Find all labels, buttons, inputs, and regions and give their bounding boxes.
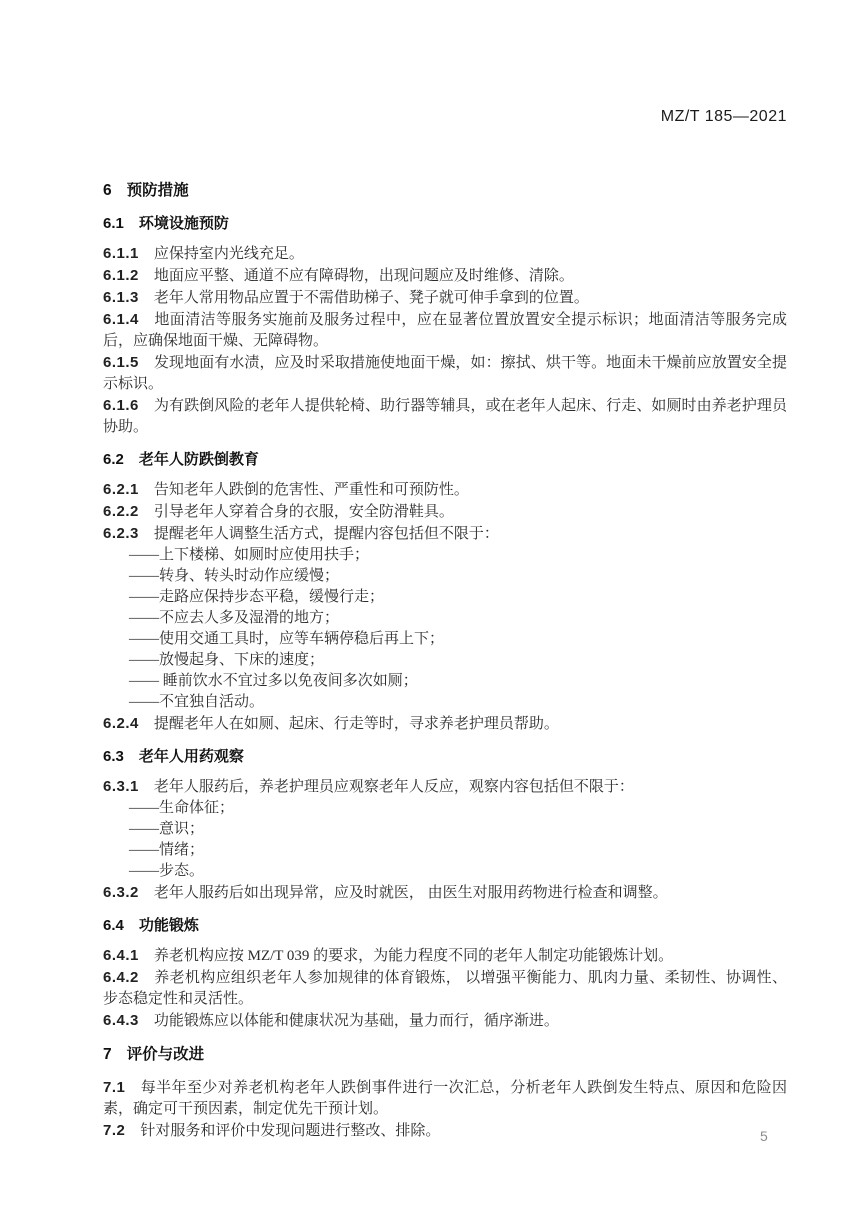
clause-number: 6.3 <box>103 748 124 765</box>
clause-text: 评价与改进 <box>126 1046 205 1063</box>
clause-text: 引导老年人穿着合身的衣服，安全防滑鞋具。 <box>153 504 454 520</box>
clause-number: 6.1.6 <box>103 397 139 414</box>
clause-number: 6.1.1 <box>103 245 139 262</box>
dash-item-text: —— 睡前饮水不宜过多以免夜间多次如厕； <box>129 673 418 689</box>
dash-list-item <box>103 608 787 629</box>
clause-number: 6.2 <box>103 451 124 468</box>
clause-text: 应保持室内光线充足。 <box>153 246 304 262</box>
dash-item-text: ——情绪； <box>129 842 205 858</box>
dash-list-item <box>103 566 787 587</box>
dash-list-item <box>103 545 787 566</box>
dash-item-text: ——转身、转头时动作应缓慢； <box>129 568 340 584</box>
clause-paragraph <box>103 882 787 904</box>
clause-number: 6.3.1 <box>103 778 139 795</box>
subsection-heading <box>103 746 787 767</box>
clause-paragraph <box>103 265 787 287</box>
clause-text: 功能锻炼应以体能和健康状况为基础，量力而行，循序渐进。 <box>153 1013 559 1029</box>
clause-text: 提醒老年人在如厕、起床、行走等时，寻求养老护理员帮助。 <box>153 716 559 732</box>
clause-paragraph <box>103 309 787 352</box>
dash-item-text: ——放慢起身、下床的速度； <box>129 652 325 668</box>
dash-list-item <box>103 819 787 840</box>
dash-item-text: ——使用交通工具时，应等车辆停稳后再上下； <box>129 631 445 647</box>
clause-number: 6 <box>103 182 112 199</box>
dash-item-text: ——意识； <box>129 821 205 837</box>
clause-number: 6.1.5 <box>103 354 139 371</box>
clause-number: 6.4.1 <box>103 947 139 964</box>
dash-item-text: ——生命体征； <box>129 800 235 816</box>
clause-paragraph <box>103 395 787 438</box>
subsection-heading <box>103 213 787 234</box>
clause-paragraph <box>103 287 787 309</box>
clause-text: 老年人防跌倒教育 <box>138 451 259 468</box>
clause-number: 6.4.3 <box>103 1012 139 1029</box>
clause-paragraph <box>103 243 787 265</box>
section-heading <box>103 1044 787 1065</box>
clause-text: 告知老年人跌倒的危害性、严重性和可预防性。 <box>153 482 469 498</box>
clause-number: 6.4.2 <box>103 969 139 986</box>
clause-number: 7 <box>103 1046 112 1063</box>
dash-item-text: ——不应去人多及湿滑的地方； <box>129 610 340 626</box>
dash-item-text: ——不宜独自活动。 <box>129 694 265 710</box>
clause-number: 7.1 <box>103 1079 126 1096</box>
clause-text: 老年人服药后，养老护理员应观察老年人反应，观察内容包括但不限于： <box>153 779 634 795</box>
clause-text: 功能锻炼 <box>138 917 199 934</box>
clause-number: 6.3.2 <box>103 884 139 901</box>
dash-list-item <box>103 671 787 692</box>
document-header <box>661 108 787 126</box>
clause-text: 地面应平整、通道不应有障碍物，出现问题应及时维修、清除。 <box>153 268 574 284</box>
clause-text: 环境设施预防 <box>138 215 229 232</box>
dash-list-item <box>103 840 787 861</box>
clause-number: 6.4 <box>103 917 124 934</box>
document-body <box>103 168 787 1142</box>
dash-item-text: ——走路应保持步态平稳，缓慢行走； <box>129 589 385 605</box>
clause-text: 老年人常用物品应置于不需借助梯子、凳子就可伸手拿到的位置。 <box>153 290 589 306</box>
dash-item-text: ——步态。 <box>129 863 205 879</box>
clause-paragraph <box>103 1120 787 1142</box>
clause-text: 老年人服药后如出现异常，应及时就医， 由医生对服用药物进行检查和调整。 <box>153 885 668 901</box>
subsection-heading <box>103 915 787 936</box>
clause-paragraph <box>103 501 787 523</box>
clause-paragraph <box>103 523 787 545</box>
clause-number: 6.1 <box>103 215 124 232</box>
clause-text: 每半年至少对养老机构老年人跌倒事件进行一次汇总，分析老年人跌倒发生特点、原因和危险因素，确定可干预因素，制定优先干预计划。 <box>103 1080 787 1117</box>
subsection-heading <box>103 449 787 470</box>
clause-number: 6.2.4 <box>103 715 139 732</box>
clause-paragraph <box>103 1077 787 1120</box>
dash-list-item <box>103 861 787 882</box>
dash-list-item <box>103 798 787 819</box>
standard-number: MZ/T 185—2021 <box>660 108 787 125</box>
clause-paragraph <box>103 945 787 967</box>
clause-number: 6.2.3 <box>103 525 139 542</box>
clause-text: 老年人用药观察 <box>138 748 244 765</box>
clause-paragraph <box>103 479 787 501</box>
clause-text: 地面清洁等服务实施前及服务过程中，应在显著位置放置安全提示标识；地面清洁等服务完成后，应确保地面干燥、无障碍物。 <box>103 312 787 349</box>
clause-text: 养老机构应按 MZ/T 039 的要求，为能力程度不同的老年人制定功能锻炼计划。 <box>153 948 674 964</box>
clause-number: 6.1.2 <box>103 267 139 284</box>
dash-list-item <box>103 587 787 608</box>
clause-number: 6.2.1 <box>103 481 139 498</box>
clause-paragraph <box>103 352 787 395</box>
dash-list-item <box>103 650 787 671</box>
clause-text: 养老机构应组织老年人参加规律的体育锻炼， 以增强平衡能力、肌肉力量、柔韧性、协调性、步态稳定性和灵活性。 <box>103 970 787 1007</box>
clause-text: 为有跌倒风险的老年人提供轮椅、助行器等辅具，或在老年人起床、行走、如厕时由养老护理员协助。 <box>103 398 787 435</box>
clause-text: 预防措施 <box>126 182 189 199</box>
section-heading <box>103 180 787 201</box>
clause-text: 针对服务和评价中发现问题进行整改、排除。 <box>140 1123 441 1139</box>
clause-number: 6.1.3 <box>103 289 139 306</box>
dash-list-item <box>103 692 787 713</box>
dash-item-text: ——上下楼梯、如厕时应使用扶手； <box>129 547 370 563</box>
clause-text: 发现地面有水渍，应及时采取措施使地面干燥，如：擦拭、烘干等。地面未干燥前应放置安全提示标识。 <box>103 355 787 392</box>
clause-paragraph <box>103 967 787 1010</box>
clause-text: 提醒老年人调整生活方式，提醒内容包括但不限于： <box>153 526 499 542</box>
clause-paragraph <box>103 1010 787 1032</box>
dash-list-item <box>103 629 787 650</box>
clause-paragraph <box>103 776 787 798</box>
clause-number: 7.2 <box>103 1122 126 1139</box>
clause-paragraph <box>103 713 787 735</box>
clause-number: 6.2.2 <box>103 503 139 520</box>
clause-number: 6.1.4 <box>103 311 139 328</box>
page-number: 5 <box>760 1128 768 1144</box>
